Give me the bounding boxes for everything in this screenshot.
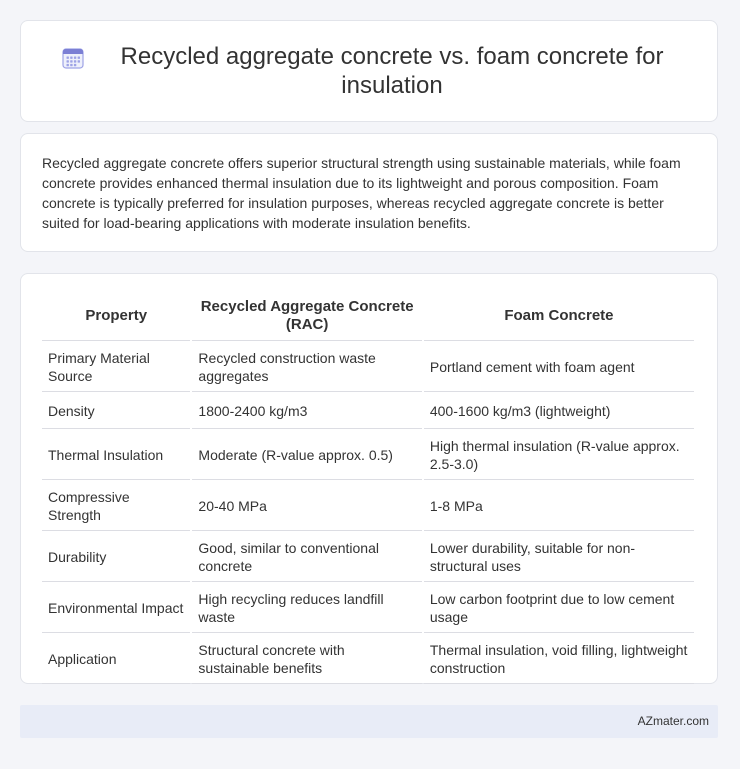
footer-bar <box>20 705 718 738</box>
rac-cell: 20-40 MPa <box>192 482 421 531</box>
foam-cell: Thermal insulation, void filling, lightweight construction <box>424 635 694 684</box>
foam-cell: High thermal insulation (R-value approx. 2.5-3.0) <box>424 431 694 480</box>
rac-cell: 1800-2400 kg/m3 <box>192 394 421 429</box>
property-cell: Durability <box>42 533 190 582</box>
comparison-table-card <box>20 273 718 684</box>
table-row <box>42 584 694 633</box>
summary-card <box>20 133 718 252</box>
foam-cell: Portland cement with foam agent <box>424 343 694 392</box>
property-cell: Compressive Strength <box>42 482 190 531</box>
rac-cell: Good, similar to conventional concrete <box>192 533 421 582</box>
column-header-rac: Recycled Aggregate Concrete (RAC) <box>192 294 421 341</box>
property-cell: Density <box>42 394 190 429</box>
rac-cell: High recycling reduces landfill waste <box>192 584 421 633</box>
property-cell: Thermal Insulation <box>42 431 190 480</box>
summary-text: Recycled aggregate concrete offers superior structural strength using sustainable materials, while foam concrete provides enhanced thermal insulation due to its lightweight and porous composition. Foam concrete is typically preferred for insulation purposes, whereas recycled aggregate concrete is better suited for load-bearing applications with moderate insulation benefits. <box>42 155 681 231</box>
property-cell: Environmental Impact <box>42 584 190 633</box>
table-row <box>42 431 694 480</box>
table-header-row <box>42 294 694 341</box>
property-cell: Application <box>42 635 190 684</box>
title-wrap <box>61 42 677 100</box>
title-card <box>20 20 718 122</box>
rac-cell: Recycled construction waste aggregates <box>192 343 421 392</box>
page-title: Recycled aggregate concrete vs. foam concrete for insulation <box>120 43 664 99</box>
foam-cell: Low carbon footprint due to low cement usage <box>424 584 694 633</box>
table-row <box>42 394 694 429</box>
rac-cell: Moderate (R-value approx. 0.5) <box>192 431 421 480</box>
comparison-table <box>40 292 696 686</box>
calendar-icon <box>61 46 85 70</box>
foam-cell: 1-8 MPa <box>424 482 694 531</box>
column-header-foam: Foam Concrete <box>424 294 694 341</box>
footer-site-link[interactable]: AZmater.com <box>637 714 709 728</box>
foam-cell: 400-1600 kg/m3 (lightweight) <box>424 394 694 429</box>
table-row <box>42 343 694 392</box>
foam-cell: Lower durability, suitable for non-structural uses <box>424 533 694 582</box>
table-row <box>42 482 694 531</box>
table-row <box>42 533 694 582</box>
table-row <box>42 635 694 684</box>
rac-cell: Structural concrete with sustainable benefits <box>192 635 421 684</box>
column-header-property: Property <box>42 294 190 341</box>
property-cell: Primary Material Source <box>42 343 190 392</box>
